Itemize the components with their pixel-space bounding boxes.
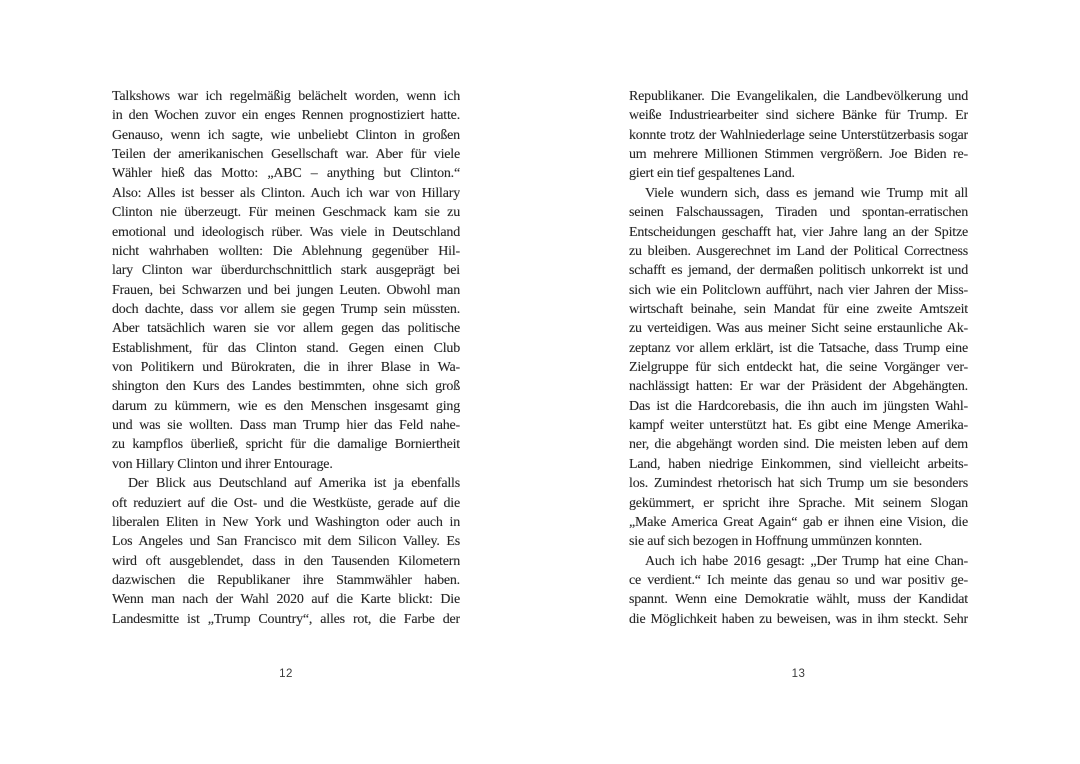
text-line: ce verdient.“ Ich meinte das genau so und war positiv ge- — [629, 572, 968, 588]
text-line: Wähler hieß das Motto: „ABC – anything but Clinton.“ — [112, 166, 460, 182]
text-line: wirtschaft beinahe, sein Mandat für eine zweite Amtszeit — [629, 301, 968, 317]
text-line: von Hillary Clinton und ihrer Entourage. — [112, 456, 333, 472]
text-line: Aber tatsächlich waren sie vor allem gegen das politische — [112, 321, 460, 337]
text-line: von Politikern und Bürokraten, die in ihrer Blase in Wa- — [112, 360, 460, 376]
text-line: seinen Falschaussagen, Tiraden und spontan-erratischen — [629, 205, 968, 221]
text-line: und was sie wollten. Dass man Trump hier das Feld nahe- — [112, 418, 460, 434]
text-line: sie auf sich bezogen in Hoffnung ummünzen konnten. — [629, 534, 923, 550]
text-line: schafft es jemand, der dermaßen politisch unkorrekt ist und — [629, 263, 968, 279]
text-line: doch dachte, dass vor allem sie gegen Trump sein müssten. — [112, 301, 460, 317]
page-13-number: 13 — [791, 668, 806, 680]
text-line: Landesmitte ist „Trump Country“, alles rot, die Farbe der — [112, 611, 460, 627]
text-line: emotional und ideologisch rüber. Was viele in Deutschland — [112, 224, 460, 240]
text-line: Genauso, wenn ich sagte, wie unbeliebt Clinton in großen — [112, 127, 460, 143]
text-line: ner, die abgehängt worden sind. Die meisten leben auf dem — [629, 437, 968, 453]
text-line: Also: Alles ist besser als Clinton. Auch ich war von Hillary — [112, 185, 460, 201]
text-line: zeptanz vor allem erklärt, ist die Tatsache, dass Trump eine — [629, 340, 968, 356]
text-line: die Möglichkeit haben zu beweisen, was in ihm steckt. Sehr — [629, 611, 968, 627]
text-line: Wenn man nach der Wahl 2020 auf die Karte blickt: Die — [112, 592, 460, 608]
text-line: Republikaner. Die Evangelikalen, die Landbevölkerung und — [629, 89, 968, 104]
text-line: zu bleiben. Ausgerechnet im Land der Political Correctness — [629, 243, 968, 259]
text-line: weiße Industriearbeiter sind sichere Bänke für Trump. Er — [629, 108, 968, 124]
text-line: zu kampflos überließ, spricht für die damalige Borniertheit — [112, 437, 460, 453]
text-line: Viele wundern sich, dass es jemand wie Trump mit all — [645, 185, 968, 201]
text-line: Teilen der amerikanischen Gesellschaft war. Aber für viele — [112, 147, 460, 163]
text-line: wird oft ausgeblendet, dass in den Tausenden Kilometern — [112, 553, 460, 569]
text-line: Establishment, für das Clinton stand. Gegen einen Club — [112, 340, 460, 356]
text-line: Entscheidungen geschafft hat, vier Jahre lang an der Spitze — [629, 224, 968, 240]
text-line: nachlässigt hatten: Er war der Präsident der Abgehängten. — [629, 379, 968, 395]
text-line: gekümmert, er spricht ihre Sprache. Mit seinem Slogan — [629, 495, 968, 511]
text-line: Zielgruppe für sich entdeckt hat, die seine Vorgänger ver- — [629, 360, 968, 376]
text-line: spannt. Wenn eine Demokratie wählt, muss der Kandidat — [629, 592, 968, 608]
text-line: nicht wahrhaben wollten: Die Ablehnung gegenüber Hil- — [112, 243, 460, 259]
page-12-text-block — [112, 87, 460, 629]
text-line: Talkshows war ich regelmäßig belächelt worden, wenn ich — [112, 89, 460, 104]
text-line: Das ist die Hardcorebasis, die ihn auch im jüngsten Wahl- — [629, 398, 968, 414]
text-line: um mehrere Millionen Stimmen vergrößern. Joe Biden re- — [629, 147, 968, 163]
text-line: in den Wochen zuvor ein enges Rennen prognostiziert hatte. — [112, 108, 460, 124]
text-line: konnte trotz der Wahlniederlage seine Unterstützerbasis sogar — [629, 127, 968, 143]
page-12-number: 12 — [279, 668, 293, 680]
text-line: dazwischen die Republikaner ihre Stammwähler haben. — [112, 572, 460, 588]
text-line: liberalen Eliten in New York und Washington oder auch in — [112, 514, 460, 530]
text-line: Land, haben niedrige Einkommen, sind vielleicht arbeits- — [629, 456, 968, 472]
text-line: darum zu kümmern, wie es den Menschen insgesamt ging — [112, 398, 460, 414]
text-line: „Make America Great Again“ gab er ihnen eine Vision, die — [629, 514, 968, 530]
text-line: Clinton nie überzeugt. Für meinen Geschmack kam sie zu — [112, 205, 460, 221]
text-line: oft reduziert auf die Ost- und die Westküste, gerade auf die — [112, 495, 460, 511]
text-line: Auch ich habe 2016 gesagt: „Der Trump hat eine Chan- — [645, 553, 968, 569]
text-line: zu verteidigen. Was aus meiner Sicht seine erstaunliche Ak- — [629, 321, 968, 337]
text-line: kampf weiter unterstützt hat. Es gibt eine Menge Amerika- — [629, 418, 968, 434]
text-line: Frauen, bei Schwarzen und bei jungen Leuten. Obwohl man — [112, 282, 460, 298]
text-line: lary Clinton war überdurchschnittlich stark ausgeprägt bei — [112, 263, 460, 279]
text-line: sich wie ein Politclown aufführt, nach vier Jahren der Miss- — [629, 282, 968, 298]
text-line: shington den Kurs des Landes bestimmten, ohne sich groß — [112, 379, 460, 395]
page-13-text-block — [629, 87, 968, 629]
text-line: los. Zumindest rhetorisch hat sich Trump um sie besonders — [629, 476, 968, 492]
text-line: Der Blick aus Deutschland auf Amerika ist ja ebenfalls — [128, 476, 460, 492]
text-line: giert ein tief gespaltenes Land. — [629, 166, 795, 182]
text-line: Los Angeles und San Francisco mit dem Silicon Valley. Es — [112, 534, 460, 550]
